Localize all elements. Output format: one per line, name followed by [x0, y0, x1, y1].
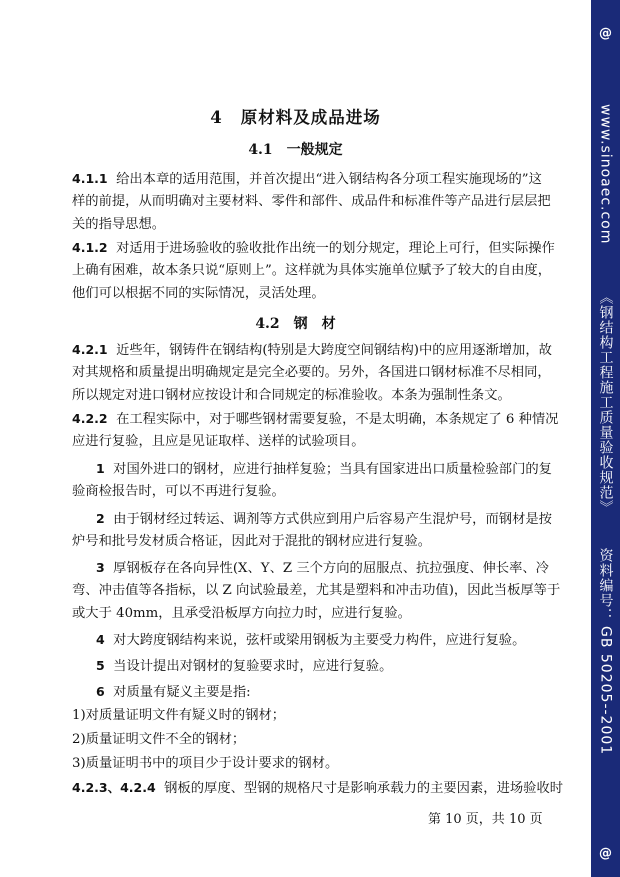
clause-number: 4.2.2	[72, 411, 108, 426]
clause-number: 4.1.1	[72, 171, 108, 186]
item-number: 4	[96, 632, 105, 647]
chapter-number: 4	[210, 108, 223, 127]
paragraph-line: 所以规定对进口钢材应按设计和合同规定的标准验收。本条为强制性条文。	[72, 388, 511, 403]
doc-label-vertical-text: 资料编号：	[597, 548, 614, 623]
line-text: 对国外进口的钢材，应进行抽样复验；当具有国家进出口质量检验部门的复	[113, 462, 552, 477]
right-sidebar-banner	[591, 0, 620, 877]
at-symbol-bottom: @	[599, 846, 612, 861]
book-title-vertical-text: 《钢结构工程施工质量验收规范》	[597, 290, 614, 515]
list-item-line	[96, 458, 576, 481]
list-item-line	[96, 629, 576, 652]
item-number: 3	[96, 560, 105, 575]
line-text: 厚钢板存在各向异性(X、Y、Z 三个方向的屈服点、抗拉强度、伸长率、冷	[113, 561, 549, 576]
line-text: 当设计提出对钢材的复验要求时，应进行复验。	[113, 659, 393, 674]
paragraph-line	[72, 339, 552, 362]
line-text: 给出本章的适用范围，并首次提出“进入钢结构各分项工程实施现场的”这	[116, 172, 542, 187]
at-symbol-top: @	[599, 26, 612, 41]
paragraph-line	[72, 168, 552, 191]
doc-code-vertical-text: GB 50205--2001	[597, 626, 614, 756]
paragraph-line: 他们可以根据不同的实际情况，灵活处理。	[72, 286, 325, 301]
line-text: 对适用于进场验收的验收批作出统一的划分规定，理论上可行，但实际操作	[116, 241, 555, 256]
list-item-line	[96, 508, 576, 531]
list-item-line: 炉号和批号发材质合格证，因此对于混批的钢材应进行复验。	[72, 534, 432, 549]
line-text: 近些年，钢铸件在钢结构(特别是大跨度空间钢结构)中的应用逐渐增加，故	[116, 343, 552, 358]
sub-list-item: 1)对质量证明文件有疑义时的钢材；	[72, 708, 286, 723]
item-number: 2	[96, 511, 105, 526]
paragraph-line: 关的指导思想。	[72, 217, 166, 232]
clause-number: 4.2.3、4.2.4	[72, 780, 156, 795]
list-item-line	[96, 557, 576, 580]
section-number: 4.2	[255, 316, 280, 332]
list-item-line	[96, 655, 576, 678]
clause-number: 4.2.1	[72, 342, 108, 357]
paragraph-line: 上确有困难，故本条只说“原则上”。这样就为具体实施单位赋予了较大的自由度，	[72, 263, 551, 278]
item-number: 5	[96, 658, 105, 673]
clause-number: 4.1.2	[72, 240, 108, 255]
section-title-text: 一般规定	[286, 142, 343, 158]
item-number: 6	[96, 684, 105, 699]
paragraph-line: 样的前提，从而明确对主要材料、零件和部件、成品件和标准件等产品进行层层把	[72, 194, 551, 209]
list-item-line: 或大于 40mm，且承受沿板厚方向拉力时，应进行复验。	[72, 606, 411, 621]
line-text: 由于钢材经过转运、调剂等方式供应到用户后容易产生混炉号，而钢材是按	[113, 512, 552, 527]
list-item-line: 验商检报告时，可以不再进行复验。	[72, 484, 285, 499]
paragraph-line	[72, 408, 559, 431]
paragraph-line	[72, 237, 555, 260]
line-text: 在工程实际中，对于哪些钢材需要复验，不是太明确，本条规定了 6 种情况	[116, 412, 559, 427]
line-text: 钢板的厚度、型钢的规格尺寸是影响承载力的主要因素，进场验收时	[164, 781, 564, 796]
chapter-title-text: 原材料及成品进场	[240, 108, 381, 127]
paragraph-line: 对其规格和质量提出明确规定是完全必要的。另外，各国进口钢材标准不尽相同，	[72, 365, 551, 380]
page-footer: 第 10 页，共 10 页	[428, 812, 543, 827]
section-4-2-title	[0, 313, 591, 333]
paragraph-line	[72, 777, 564, 800]
list-item-line	[96, 681, 576, 704]
website-vertical-text: www.sinoaec.com	[597, 104, 614, 245]
line-text: 对质量有疑义主要是指:	[113, 685, 251, 700]
paragraph-line: 应进行复验，且应是见证取样、送样的试验项目。	[72, 434, 365, 449]
section-title-text: 钢 材	[293, 316, 336, 332]
section-number: 4.1	[248, 142, 273, 158]
list-item-line: 弯、冲击值等各指标，以 Z 向试验最差，尤其是塑料和冲击功值)，因此当板厚等于	[72, 583, 561, 598]
line-text: 对大跨度钢结构来说，弦杆或梁用钢板为主要受力构件，应进行复验。	[113, 633, 526, 648]
sub-list-item: 2)质量证明文件不全的钢材；	[72, 732, 246, 747]
sub-list-item: 3)质量证明书中的项目少于设计要求的钢材。	[72, 756, 339, 771]
chapter-title	[0, 104, 591, 128]
item-number: 1	[96, 461, 105, 476]
section-4-1-title	[0, 139, 591, 159]
